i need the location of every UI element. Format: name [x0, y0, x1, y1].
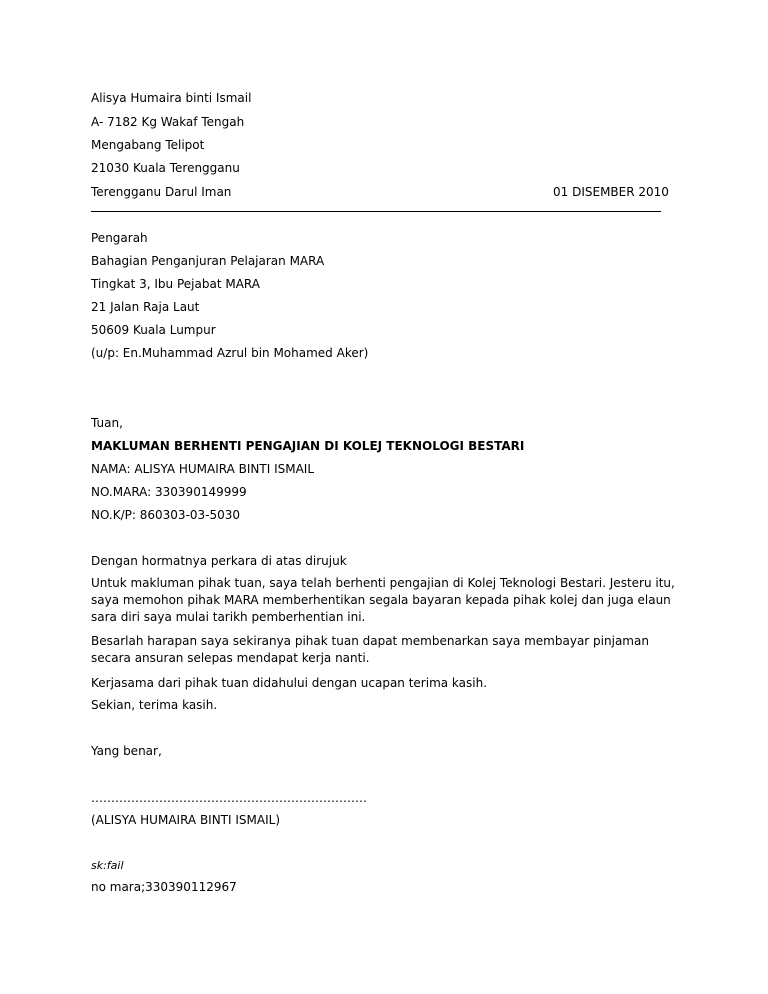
subject-heading: MAKLUMAN BERHENTI PENGAJIAN DI KOLEJ TEKNOLOGI BESTARI	[91, 439, 525, 453]
body-paragraph-3: Besarlah harapan saya sekiranya pihak tuan dapat membenarkan saya membayar pinjaman secara ansuran selepas mendapat kerja nanti.	[91, 634, 649, 665]
letter-date: 01 DISEMBER 2010	[553, 185, 669, 199]
detail-mara-number: NO.MARA: 330390149999	[91, 485, 247, 499]
recipient-floor: Tingkat 3, Ibu Pejabat MARA	[91, 277, 260, 291]
body-paragraph-2: Untuk makluman pihak tuan, saya telah berhenti pengajian di Kolej Teknologi Bestari. Jesteru itu, saya memohon pihak MARA memberhentikan segala bayaran kepada pihak kolej dan juga elaun sara diri saya mulai tarikh pemberhentian ini.	[91, 576, 675, 624]
signature-line: ……………………………………………………………	[91, 791, 367, 805]
header-divider	[91, 211, 661, 212]
body-paragraph-1: Dengan hormatnya perkara di atas dirujuk	[91, 554, 347, 568]
recipient-city: 50609 Kuala Lumpur	[91, 323, 216, 337]
sender-address-line-3: 21030 Kuala Terengganu	[91, 161, 240, 175]
footer-mara-number: no mara;330390112967	[91, 880, 237, 894]
sender-address-line-1: A- 7182 Kg Wakaf Tengah	[91, 115, 245, 129]
recipient-street: 21 Jalan Raja Laut	[91, 300, 200, 314]
detail-ic-number: NO.K/P: 860303-03-5030	[91, 508, 241, 522]
signatory-name: (ALISYA HUMAIRA BINTI ISMAIL)	[91, 813, 280, 827]
body-paragraph-4: Kerjasama dari pihak tuan didahului dengan ucapan terima kasih.	[91, 676, 488, 690]
detail-name: NAMA: ALISYA HUMAIRA BINTI ISMAIL	[91, 462, 315, 476]
sender-name: Alisya Humaira binti Ismail	[91, 91, 252, 105]
salutation: Tuan,	[91, 416, 123, 430]
sender-address-line-4: Terengganu Darul Iman	[91, 185, 232, 199]
closing: Yang benar,	[91, 744, 162, 758]
recipient-title: Pengarah	[91, 231, 148, 245]
sender-address-line-2: Mengabang Telipot	[91, 138, 205, 152]
cc-note: sk:fail	[91, 859, 124, 872]
body-paragraph-5: Sekian, terima kasih.	[91, 698, 218, 712]
recipient-attention: (u/p: En.Muhammad Azrul bin Mohamed Aker)	[91, 346, 369, 360]
recipient-department: Bahagian Penganjuran Pelajaran MARA	[91, 254, 325, 268]
